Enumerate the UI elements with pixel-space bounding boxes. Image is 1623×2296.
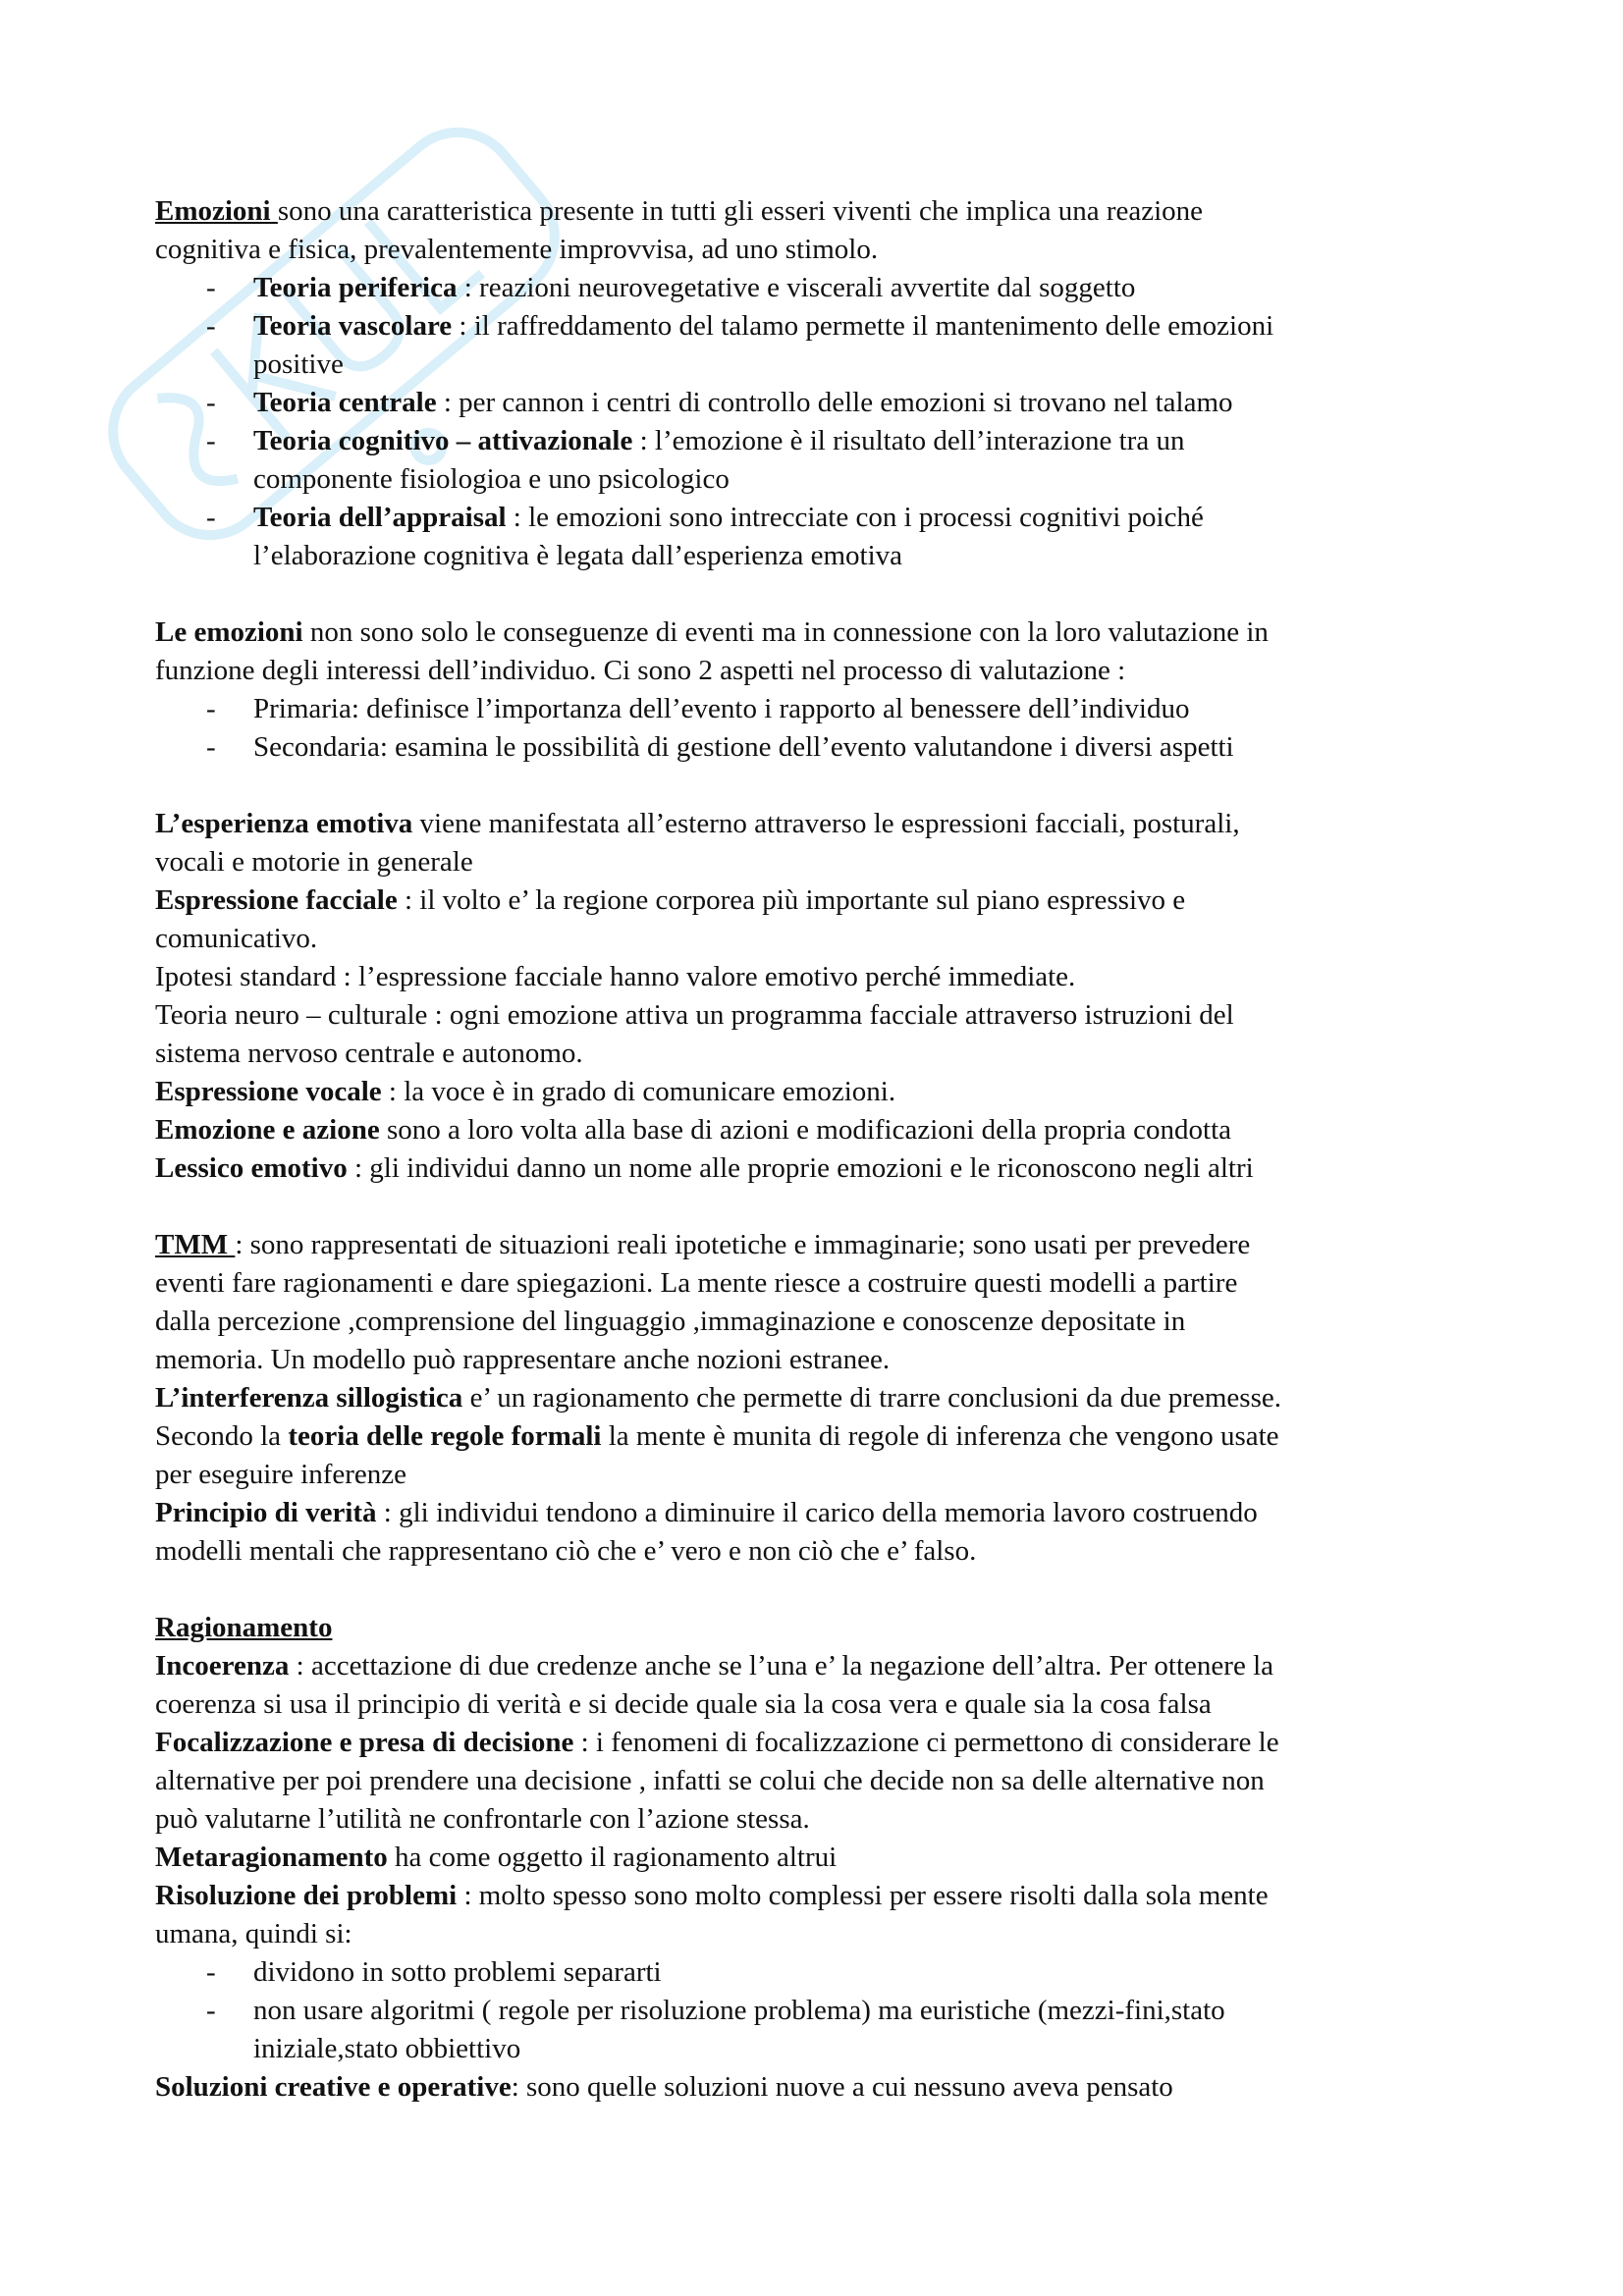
emozioni-text-2: cognitiva e fisica, prevalentemente improvvisa, ad uno stimolo. (155, 234, 879, 265)
metaragionamento-term: Metaragionamento (155, 1842, 388, 1873)
espressione-vocale-line (155, 1073, 1490, 1111)
list-item (155, 307, 1490, 384)
esperienza-term: L’esperienza emotiva (155, 808, 413, 839)
item-text: : l’emozione è il risultato dell’interazione tra un (632, 425, 1185, 456)
espressione-facciale-line-1 (155, 881, 1490, 920)
emozioni-theories-list (155, 269, 1490, 575)
interferenza-text: e’ un ragionamento che permette di trarre conclusioni da due premesse. (462, 1382, 1281, 1414)
valutazione-list (155, 690, 1490, 767)
list-item (155, 422, 1490, 499)
emozioni-text-1: sono una caratteristica presente in tutti gli esseri viventi che implica una reazione (277, 195, 1204, 227)
item-text: : per cannon i centri di controllo delle emozioni si trovano nel talamo (436, 387, 1233, 418)
list-item (155, 1953, 1490, 1992)
soluzioni-text: : sono quelle soluzioni nuove a cui nessuno aveva pensato (511, 2071, 1173, 2103)
list-item (155, 690, 1490, 728)
valutazione-term: Le emozioni (155, 616, 303, 648)
esperienza-p1-line-2: vocali e motorie in generale (155, 846, 473, 878)
list-item (155, 384, 1490, 422)
regole-formali-term: teoria delle regole formali (288, 1420, 602, 1452)
focalizzazione-text: : i fenomeni di focalizzazione ci permettono di considerare le (573, 1727, 1279, 1758)
incoerenza-term: Incoerenza (155, 1650, 290, 1682)
item-term: Teoria cognitivo – attivazionale (253, 425, 633, 456)
item-text: : il raffreddamento del talamo permette il mantenimento delle emozioni (452, 310, 1274, 342)
focalizzazione-line-1 (155, 1724, 1490, 1762)
tmm-text-2: eventi fare ragionamenti e dare spiegazioni. La mente riesce a costruire questi modelli a partire (155, 1267, 1238, 1299)
lessico-emotivo-term: Lessico emotivo (155, 1152, 348, 1184)
focalizzazione-line-2: alternative per poi prendere una decisione , infatti se colui che decide non sa delle alternative non (155, 1765, 1265, 1796)
dash-bullet: - (206, 1995, 216, 2026)
valutazione-text-2: funzione degli interessi dell’individuo. Ci sono 2 aspetti nel processo di valutazione : (155, 655, 1126, 686)
risoluzione-list (155, 1953, 1490, 2068)
item-continuation: iniziale,stato obbiettivo (253, 2033, 521, 2064)
risoluzione-line-1 (155, 1877, 1490, 1915)
principio-verita-line-1 (155, 1494, 1490, 1532)
focalizzazione-line-3: può valutarne l’utilità ne confrontarle con l’azione stessa. (155, 1803, 810, 1835)
principio-verita-term: Principio di verità (155, 1497, 377, 1528)
tmm-term: TMM (155, 1229, 236, 1260)
dash-bullet: - (206, 310, 216, 342)
item-term: Teoria vascolare (253, 310, 453, 342)
section-ragionamento (155, 1609, 1490, 2107)
dash-bullet: - (206, 693, 216, 724)
ragionamento-heading: Ragionamento (155, 1612, 333, 1643)
principio-verita-line-2: modelli mentali che rappresentano ciò che e’ vero e non ciò che e’ falso. (155, 1535, 977, 1567)
item-continuation: l’elaborazione cognitiva è legata dall’esperienza emotiva (253, 540, 903, 571)
espressione-facciale-text: : il volto e’ la regione corporea più importante sul piano espressivo e (397, 884, 1186, 916)
dash-bullet: - (206, 425, 216, 456)
dash-bullet: - (206, 272, 216, 303)
espressione-facciale-term: Espressione facciale (155, 884, 398, 916)
risoluzione-term: Risoluzione dei problemi (155, 1880, 458, 1911)
item-text: Primaria: definisce l’importanza dell’evento i rapporto al benessere dell’individuo (253, 693, 1190, 724)
list-item (155, 499, 1490, 575)
emozione-azione-text: sono a loro volta alla base di azioni e modificazioni della propria condotta (379, 1114, 1232, 1146)
item-text: : le emozioni sono intrecciate con i processi cognitivi poiché (506, 502, 1204, 533)
risoluzione-text: : molto spesso sono molto complessi per essere risolti dalla sola mente (457, 1880, 1269, 1911)
item-continuation: positive (253, 348, 344, 380)
section-tmm (155, 1226, 1490, 1571)
soluzioni-line (155, 2068, 1490, 2107)
incoerenza-text: : accettazione di due credenze anche se l’una e’ la negazione dell’altra. Per ottenere la (289, 1650, 1274, 1682)
tmm-text-4: memoria. Un modello può rappresentare anche nozioni estranee. (155, 1344, 891, 1375)
regole-formali-line-2: per eseguire inferenze (155, 1459, 407, 1490)
emozione-azione-term: Emozione e azione (155, 1114, 380, 1146)
risoluzione-line-2: umana, quindi si: (155, 1918, 352, 1949)
incoerenza-line-2: coerenza si usa il principio di verità e si decide quale sia la cosa vera e quale sia la cosa falsa (155, 1688, 1212, 1720)
focalizzazione-term: Focalizzazione e presa di decisione (155, 1727, 574, 1758)
espressione-vocale-term: Espressione vocale (155, 1076, 382, 1107)
list-item (155, 1992, 1490, 2068)
emozione-azione-line (155, 1111, 1490, 1149)
emozioni-line-1 (155, 192, 1490, 231)
item-term: Teoria dell’appraisal (253, 502, 507, 533)
ipotesi-standard-line: Ipotesi standard : l’espressione facciale hanno valore emotivo perché immediate. (155, 961, 1076, 992)
list-item (155, 269, 1490, 307)
teoria-neuro-culturale-line-1: Teoria neuro – culturale : ogni emozione attiva un programma facciale attraverso istruzioni del (155, 999, 1234, 1031)
dash-bullet: - (206, 387, 216, 418)
emozioni-term: Emozioni (155, 195, 278, 227)
item-term: Teoria centrale (253, 387, 437, 418)
regole-formali-pre: Secondo la (155, 1420, 289, 1452)
lessico-emotivo-text: : gli individui danno un nome alle proprie emozioni e le riconoscono negli altri (347, 1152, 1254, 1184)
item-continuation: componente fisiologioa e uno psicologico (253, 463, 730, 495)
list-item (155, 728, 1490, 767)
tmm-line-1 (155, 1226, 1490, 1264)
metaragionamento-text: ha come oggetto il ragionamento altrui (387, 1842, 838, 1873)
dash-bullet: - (206, 731, 216, 763)
lessico-emotivo-line (155, 1149, 1490, 1188)
teoria-neuro-culturale-line-2: sistema nervoso centrale e autonomo. (155, 1038, 583, 1069)
dash-bullet: - (206, 502, 216, 533)
ragionamento-heading-line (155, 1609, 1490, 1647)
esperienza-p1-line-1 (155, 805, 1490, 843)
regole-formali-line-1 (155, 1417, 1490, 1456)
item-text: : reazioni neurovegetative e viscerali avvertite dal soggetto (457, 272, 1136, 303)
espressione-vocale-text: : la voce è in grado di comunicare emozioni. (381, 1076, 896, 1107)
espressione-facciale-line-2: comunicativo. (155, 923, 318, 954)
document-page (155, 192, 1490, 2107)
regole-formali-text: la mente è munita di regole di inferenza che vengono usate (601, 1420, 1279, 1452)
section-emozioni (155, 192, 1490, 575)
dash-bullet: - (206, 1956, 216, 1988)
tmm-text-1: : sono rappresentati de situazioni reali ipotetiche e immaginarie; sono usati per prevedere (235, 1229, 1251, 1260)
valutazione-line-1 (155, 614, 1490, 652)
tmm-text-3: dalla percezione ,comprensione del linguaggio ,immaginazione e conoscenze depositate in (155, 1306, 1186, 1337)
metaragionamento-line (155, 1839, 1490, 1877)
principio-verita-text: : gli individui tendono a diminuire il carico della memoria lavoro costruendo (376, 1497, 1258, 1528)
incoerenza-line-1 (155, 1647, 1490, 1685)
item-text: Secondaria: esamina le possibilità di gestione dell’evento valutandone i diversi aspetti (253, 731, 1234, 763)
soluzioni-term: Soluzioni creative e operative (155, 2071, 512, 2103)
esperienza-text: viene manifestata all’esterno attraverso le espressioni facciali, posturali, (412, 808, 1240, 839)
item-text: non usare algoritmi ( regole per risoluzione problema) ma euristiche (mezzi-fini,stato (253, 1995, 1225, 2026)
interferenza-line (155, 1379, 1490, 1417)
item-term: Teoria periferica (253, 272, 458, 303)
item-text: dividono in sotto problemi separarti (253, 1956, 662, 1988)
section-valutazione (155, 614, 1490, 767)
interferenza-term: L’interferenza sillogistica (155, 1382, 463, 1414)
valutazione-text-1: non sono solo le conseguenze di eventi ma in connessione con la loro valutazione in (302, 616, 1269, 648)
section-esperienza (155, 805, 1490, 1188)
